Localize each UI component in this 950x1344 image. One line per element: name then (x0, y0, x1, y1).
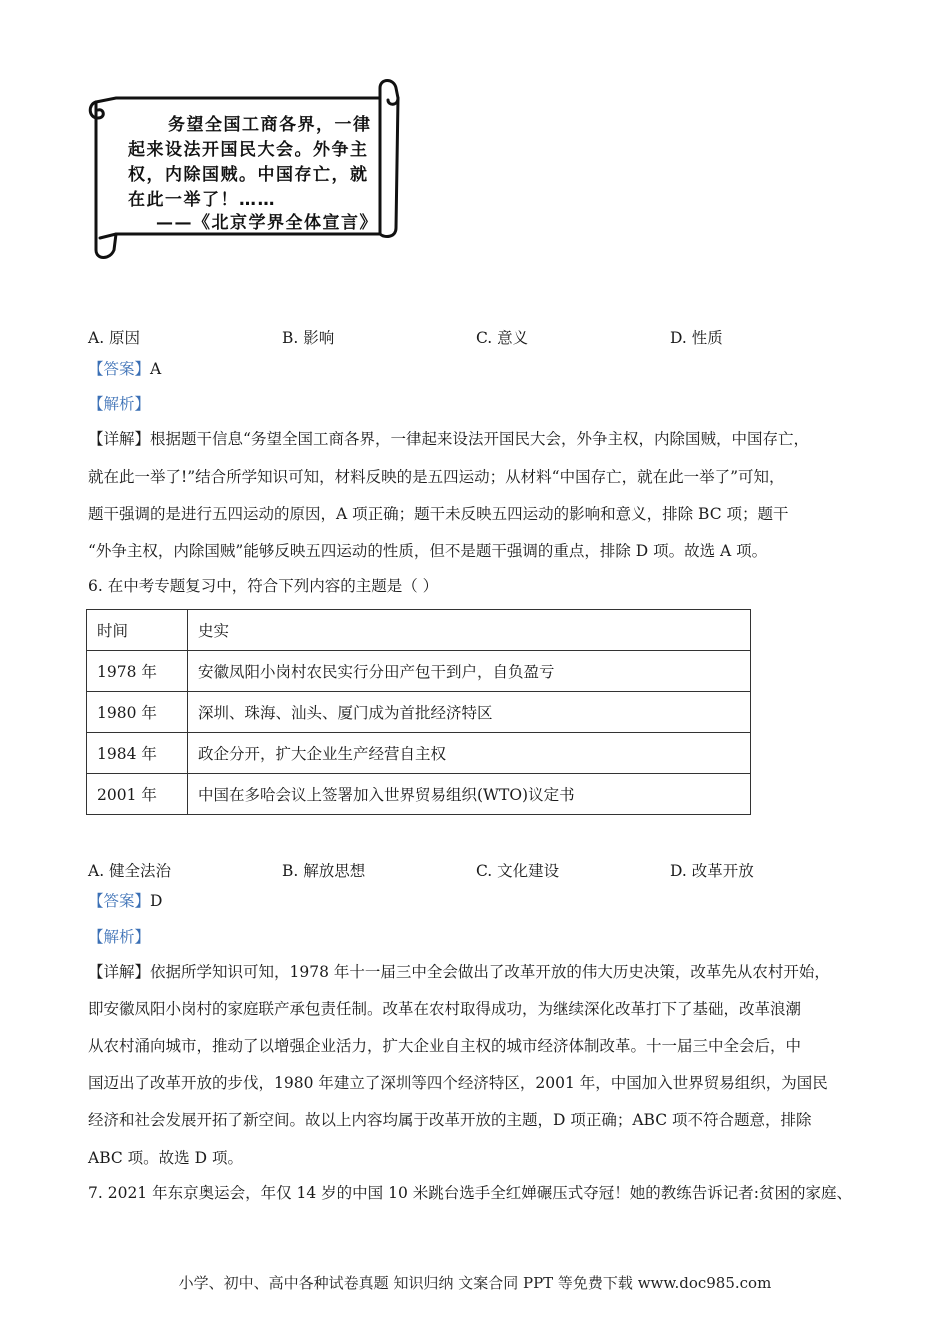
q5-options (88, 326, 848, 346)
option-a: A. 原因 (88, 329, 141, 347)
option-a: A. 健全法治 (88, 862, 172, 880)
q6-stem: 6. 在中考专题复习中，符合下列内容的主题是（ ） (88, 577, 439, 595)
option-b: B. 解放思想 (282, 862, 366, 880)
table-cell-year: 2001 年 (87, 774, 188, 815)
q6-detail-line: 即安徽凤阳小岗村的家庭联产承包责任制。改革在农村取得成功，为继续深化改革打下了基础，改革浪潮 (88, 1000, 802, 1018)
table-row (87, 733, 751, 774)
q6-detail-line: 国迈出了改革开放的步伐，1980 年建立了深圳等四个经济特区，2001 年，中国加入世界贸易组织，为国民 (88, 1074, 828, 1092)
option-c: C. 文化建设 (476, 862, 560, 880)
answer-value: D (150, 892, 163, 910)
table-header-row (87, 610, 751, 651)
q6-detail-line: 从农村涌向城市，推动了以增强企业活力，扩大企业自主权的城市经济体制改革。十一届三中全会后，中 (88, 1037, 802, 1055)
answer-tag: 【答案】 (88, 892, 151, 910)
scroll-line: 起来设法开国民大会。外争主 (128, 140, 369, 160)
scroll-line: 务望全国工商各界，一律 (168, 115, 372, 135)
table-cell-year: 1978 年 (87, 651, 188, 692)
table-row (87, 774, 751, 815)
option-b: B. 影响 (282, 329, 335, 347)
scroll-source: ——《北京学界全体宣言》 (156, 213, 378, 233)
table-header: 史实 (188, 610, 751, 651)
q5-detail-line: “外争主权，内除国贼”能够反映五四运动的性质，但不是题干强调的重点，排除 D 项。故选 A 项。 (88, 542, 768, 560)
q5-detail-line: 就在此一举了!”结合所学知识可知，材料反映的是五四运动；从材料“中国存亡，就在此一举了”可知， (88, 468, 785, 486)
option-d: D. 性质 (670, 329, 723, 347)
q6-history-table (86, 609, 751, 815)
table-row (87, 692, 751, 733)
q6-analysis-tag: 【解析】 (88, 928, 151, 946)
q6-detail-line: 经济和社会发展开拓了新空间。故以上内容均属于改革开放的主题，D 项正确；ABC 项不符合题意，排除 (88, 1111, 812, 1129)
detail-tag: 【详解】 (88, 430, 151, 448)
page-footer: 小学、初中、高中各种试卷真题 知识归纳 文案合同 PPT 等免费下载 www.doc985.com (178, 1274, 772, 1292)
option-d: D. 改革开放 (670, 862, 754, 880)
q6-detail-line: ABC 项。故选 D 项。 (88, 1149, 243, 1167)
answer-value: A (150, 360, 162, 378)
q6-answer (88, 894, 162, 910)
scroll-quote-image (86, 74, 404, 264)
table-cell-fact: 中国在多哈会议上签署加入世界贸易组织(WTO)议定书 (188, 774, 751, 815)
q5-detail-line: 题干强调的是进行五四运动的原因，A 项正确；题干未反映五四运动的影响和意义，排除 BC 项；题干 (88, 505, 789, 523)
q5-analysis-tag: 【解析】 (88, 395, 151, 413)
q6-detail-line (88, 965, 830, 981)
table-cell-fact: 安徽凤阳小岗村农民实行分田产包干到户，自负盈亏 (188, 651, 751, 692)
table-header: 时间 (87, 610, 188, 651)
table-cell-fact: 政企分开，扩大企业生产经营自主权 (188, 733, 751, 774)
answer-tag: 【答案】 (88, 360, 151, 378)
q5-detail-line (88, 432, 809, 448)
scroll-line: 在此一举了！…… (128, 190, 276, 210)
option-c: C. 意义 (476, 329, 529, 347)
q7-stem: 7. 2021 年东京奥运会，年仅 14 岁的中国 10 米跳台选手全红婵碾压式夺冠！她的教练告诉记者:贫困的家庭、 (88, 1184, 852, 1202)
table-cell-fact: 深圳、珠海、汕头、厦门成为首批经济特区 (188, 692, 751, 733)
table-row (87, 651, 751, 692)
detail-text: 依据所学知识可知，1978 年十一届三中全会做出了改革开放的伟大历史决策，改革先从农村开始， (150, 963, 830, 981)
table-cell-year: 1980 年 (87, 692, 188, 733)
scroll-line: 权，内除国贼。中国存亡，就 (128, 165, 369, 185)
q6-options (88, 859, 848, 879)
detail-tag: 【详解】 (88, 963, 151, 981)
detail-text: 根据题干信息“务望全国工商各界，一律起来设法开国民大会，外争主权，内除国贼，中国存亡， (150, 430, 809, 448)
table-cell-year: 1984 年 (87, 733, 188, 774)
q5-answer (88, 362, 161, 378)
